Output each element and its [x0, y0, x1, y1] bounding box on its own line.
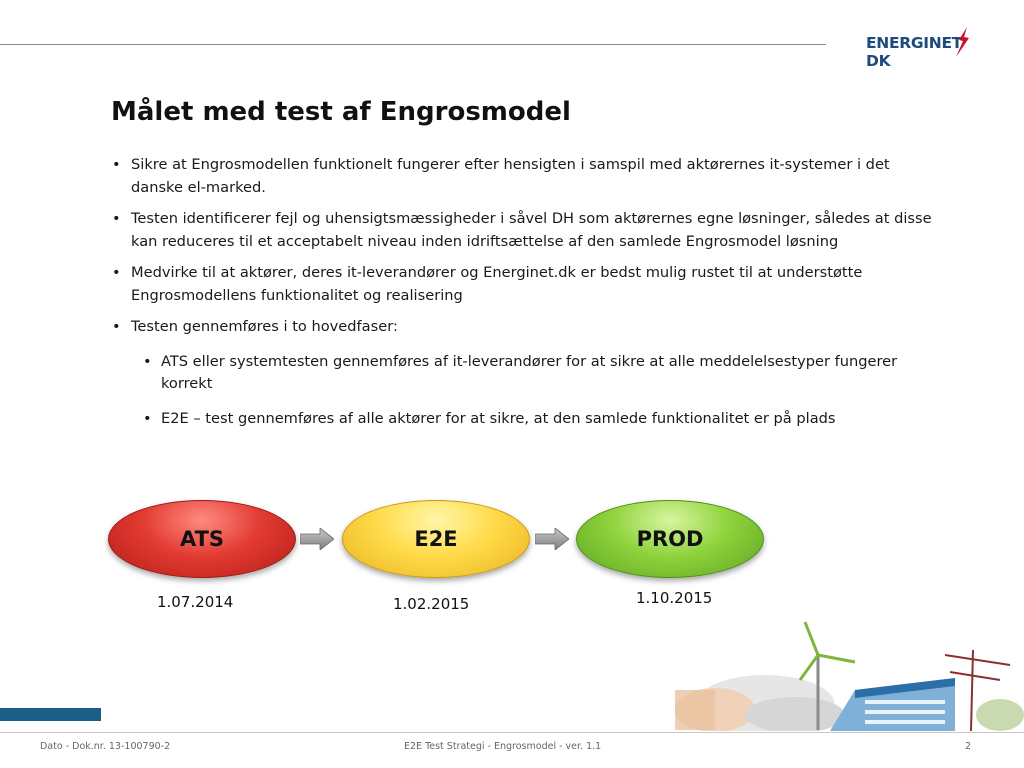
energinet-logo: [866, 26, 991, 70]
sub-bullet-list: [131, 351, 941, 431]
sub-bullet-item: • E2E – test gennemføres af alle aktører for at sikre, at den samlede funktionalitet er på plads: [131, 408, 941, 431]
logo-text-energinet: ENERGINET: [866, 34, 963, 52]
arrow-right-icon: [535, 528, 569, 550]
logo-text-dk: DK: [866, 52, 891, 70]
arrow-right-icon: [300, 528, 334, 550]
phase-label: E2E: [414, 527, 458, 551]
phase-label: PROD: [636, 527, 704, 551]
bullet-item: • Testen identificerer fejl og uhensigtsmæssigheder i såvel DH som aktørernes egne løsninger, således at disse kan reduceres til et acceptabelt niveau inden idriftsættelse af den samlede Engrosmodel løsning: [111, 208, 941, 253]
phase-ats-ellipse: [108, 500, 296, 578]
bullet-item: • Sikre at Engrosmodellen funktionelt fungerer efter hensigten i samspil med aktørernes it-systemer i det danske el-marked.: [111, 154, 941, 199]
sub-bullet-item: • ATS eller systemtesten gennemføres af it-leverandører for at sikre at alle meddelelsestyper fungerer korrekt: [131, 351, 941, 396]
header-divider: [0, 44, 826, 45]
bullet-item-phases: [111, 316, 941, 430]
phase-date-prod: 1.10.2015: [636, 589, 713, 607]
bullet-item-text: Testen gennemføres i to hovedfaser:: [131, 318, 398, 335]
phase-prod-ellipse: [576, 500, 764, 578]
footer-accent-bar: [0, 708, 101, 721]
bullet-item: • Medvirke til at aktører, deres it-leverandører og Energinet.dk er bedst mulig rustet til at understøtte Engrosmodellens funktionalitet og realisering: [111, 262, 941, 307]
page-title: Målet med test af Engrosmodel: [111, 97, 571, 127]
phase-date-ats: 1.07.2014: [157, 593, 234, 611]
phase-e2e-ellipse: [342, 500, 530, 578]
phase-label: ATS: [179, 527, 225, 551]
energy-landscape-illustration: [655, 620, 1024, 731]
bullet-list: [111, 154, 941, 442]
phase-date-e2e: 1.02.2015: [393, 595, 470, 613]
footer-page-number: 2: [965, 741, 972, 752]
footer-divider: [0, 732, 1024, 733]
footer-document-ref: Dato - Dok.nr. 13-100790-2: [40, 741, 171, 752]
logo-slash-icon: [953, 26, 971, 58]
footer-presentation-title: E2E Test Strategi - Engrosmodel - ver. 1.1: [404, 741, 602, 752]
